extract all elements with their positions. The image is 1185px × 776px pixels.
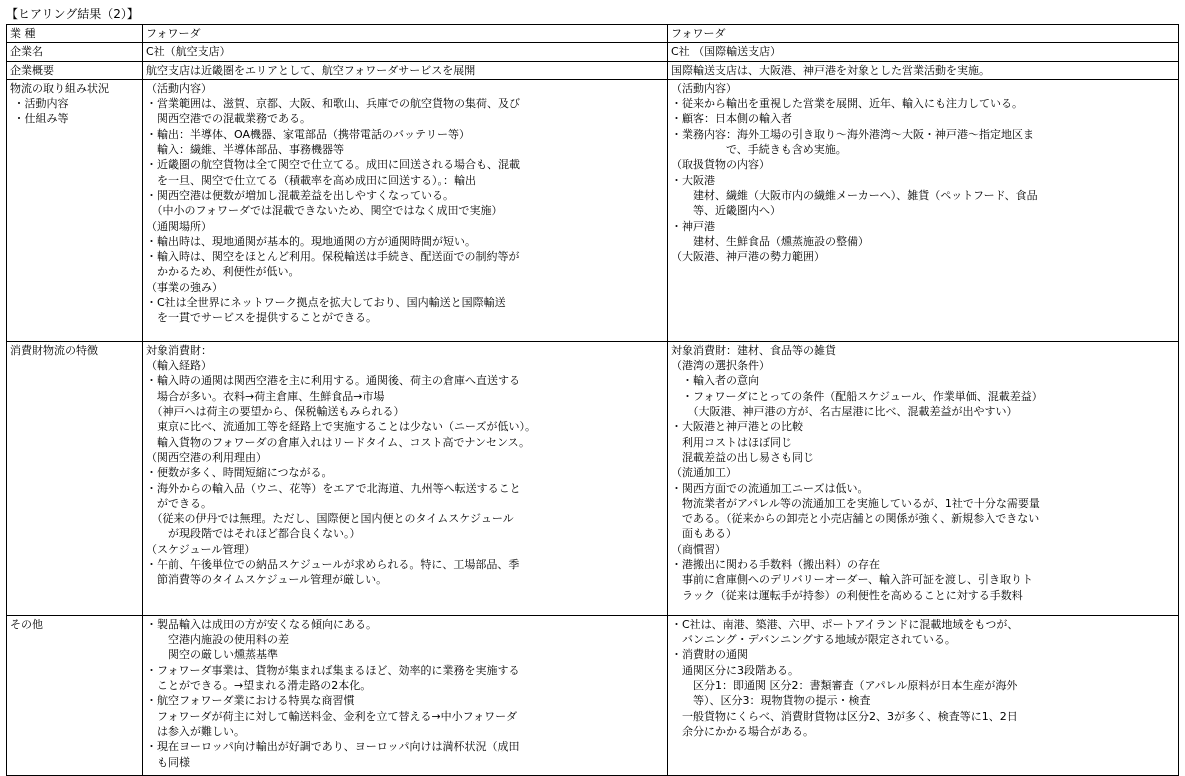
- cell-line: バンニング・デバンニングする地域が限定されている。: [671, 633, 956, 647]
- cell-line: （大阪港、神戸港の勢力範囲）: [671, 250, 825, 264]
- cell-line: （活動内容）: [146, 81, 212, 95]
- cell-line: （商慣習）: [671, 542, 726, 556]
- cell-line: ・現在ヨーロッパ向け輸出が好調であり、ヨーロッパ向けは満杯状況（成田: [146, 740, 520, 754]
- cell-line: 節消費等のタイムスケジュール管理が厳しい。: [146, 573, 388, 587]
- cell-line: 等、近畿圏内へ）: [671, 204, 781, 218]
- cell-line: （中小のフォワーダでは混載できないため、関空ではなく成田で実施）: [146, 204, 503, 218]
- cell-line: （取扱貨物の内容）: [671, 158, 770, 172]
- cell-line: （関西空港の利用理由）: [146, 450, 267, 464]
- row-label: [7, 615, 143, 775]
- table-row: [7, 341, 1179, 615]
- header-row: [7, 25, 1179, 43]
- cell-line: （通関場所）: [146, 219, 212, 233]
- cell-line: である。（従来からの卸売と小売店舗との関係が強く、新規参入できない: [671, 512, 1040, 526]
- cell-line: 物流業者がアパレル等の流通加工を実施しているが、1社で十分な需要量: [671, 496, 1040, 510]
- cell-line: 空港内施設の使用料の差: [146, 633, 289, 647]
- cell-line: ・関西方面での流通加工ニーズは低い。: [671, 481, 869, 495]
- cell-company-c-air: [143, 43, 668, 61]
- cell-line: ・消費財の通関: [671, 648, 748, 662]
- cell-line: 物流の取り組み状況: [10, 81, 109, 95]
- cell-line: C社 （国際輸送支店）: [671, 45, 782, 59]
- cell-line: フォワーダが荷主に対して輸送料金、金利を立て替える→中小フォワーダ: [146, 709, 518, 723]
- header-cell-company-c-intl: フォワーダ: [668, 25, 1179, 43]
- cell-line: ・C社は全世界にネットワーク拠点を拡大しており、国内輸送と国際輸送: [146, 296, 506, 310]
- cell-line: 面もある）: [671, 527, 737, 541]
- cell-line: 余分にかかる場合がある。: [671, 724, 814, 738]
- row-label: [7, 79, 143, 341]
- table-row: [7, 61, 1179, 79]
- cell-line: ・関西空港は便数が増加し混載差益を出しやすくなっている。: [146, 188, 454, 202]
- cell-line: ・輸入時は、関空をほとんど利用。保税輸送は手続き、配送面での制約等が: [146, 250, 520, 264]
- table-row: [7, 79, 1179, 341]
- cell-line: 一般貨物にくらべ、消費財貨物は区分2、3が多く、検査等に1、2日: [671, 709, 1018, 723]
- cell-line: ・午前、午後単位での納品スケジュールが求められる。特に、工場部品、季: [146, 558, 520, 572]
- cell-line: ラック（従来は運転手が持参）の利便性を高めることに対する手数料: [671, 588, 1023, 602]
- cell-line: 利用コストはほぼ同じ: [671, 435, 792, 449]
- cell-company-c-air: [143, 615, 668, 775]
- cell-line: 企業名: [10, 45, 43, 59]
- cell-line: ・従来から輸出を重視した営業を展開、近年、輸入にも注力している。: [671, 97, 1023, 111]
- cell-line: （輸入経路）: [146, 359, 212, 373]
- cell-line: 場合が多い。衣料→荷主倉庫、生鮮食品→市場: [146, 389, 385, 403]
- cell-line: 通関区分に3段階ある。: [671, 663, 799, 677]
- page-title: 【ヒアリング結果（2）】: [6, 7, 139, 21]
- cell-line: を一旦、関空で仕立てる（積載率を高め成田に回送する）。：輸出: [146, 173, 476, 187]
- cell-line: 東京に比べ、流通加工等を経路上で実施することは少ない（ニーズが低い）。: [146, 420, 536, 434]
- hearing-results-table: [6, 24, 1179, 776]
- cell-line: ・仕組み等: [10, 112, 69, 126]
- cell-line: を一貫でサービスを提供することができる。: [146, 311, 377, 325]
- cell-line: ・海外からの輸入品（ウニ、花等）をエアで北海道、九州等へ転送すること: [146, 481, 521, 495]
- cell-company-c-air: [143, 61, 668, 79]
- cell-company-c-intl: [668, 341, 1179, 615]
- cell-line: 事前に倉庫側へのデリバリーオーダー、輸入許可証を渡し、引き取りト: [671, 573, 1034, 587]
- cell-line: ・神戸港: [671, 219, 715, 233]
- cell-line: 対象消費財：建材、食品等の雑貨: [671, 343, 836, 357]
- cell-company-c-air: [143, 79, 668, 341]
- cell-company-c-intl: [668, 615, 1179, 775]
- cell-company-c-intl: [668, 79, 1179, 341]
- cell-line: 航空支店は近畿圏をエリアとして、航空フォワーダサービスを展開: [146, 63, 476, 77]
- cell-line: かかるため、利便性が低い。: [146, 265, 300, 279]
- table-row: [7, 615, 1179, 775]
- header-cell-industry: 業 種: [7, 25, 143, 43]
- cell-line: （従来の伊丹では無理。ただし、国際便と国内便とのタイムスケジュール: [146, 512, 514, 526]
- cell-line: （大阪港、神戸港の方が、名古屋港に比べ、混載差益が出やすい）: [671, 405, 1018, 419]
- cell-line: 混載差益の出し易さも同じ: [671, 450, 814, 464]
- cell-line: ・営業範囲は、滋賀、京都、大阪、和歌山、兵庫での航空貨物の集荷、及び: [146, 97, 520, 111]
- cell-company-c-intl: [668, 61, 1179, 79]
- cell-line: ・輸出：半導体、OA機器、家電部品（携帯電話のバッテリー等）: [146, 127, 470, 141]
- cell-line: ・輸出時は、現地通関が基本的。現地通関の方が通関時間が短い。: [146, 234, 476, 248]
- cell-line: ・C社は、南港、築港、六甲、ポートアイランドに混載地域をもつが、: [671, 617, 1019, 631]
- cell-line: ・輸入者の意向: [671, 374, 759, 388]
- cell-line: （神戸へは荷主の要望から、保税輸送もみられる）: [146, 405, 405, 419]
- cell-line: ・大阪港: [671, 173, 715, 187]
- cell-line: 関西空港での混載業務である。: [146, 112, 311, 126]
- header-cell-company-c-air: フォワーダ: [143, 25, 668, 43]
- cell-line: 企業概要: [10, 63, 54, 77]
- cell-line: 建材、生鮮食品（燻蒸施設の整備）: [671, 234, 869, 248]
- cell-line: 輸入：繊維、半導体部品、事務機器等: [146, 143, 344, 157]
- cell-line: ・顧客：日本側の輸入者: [671, 112, 792, 126]
- cell-line: （事業の強み）: [146, 280, 223, 294]
- cell-line: ・輸入時の通関は関西空港を主に利用する。通関後、荷主の倉庫へ直送する: [146, 374, 520, 388]
- cell-line: 関空の厳しい燻蒸基準: [146, 648, 278, 662]
- cell-line: は参入が難しい。: [146, 724, 245, 738]
- cell-line: ・フォワーダにとっての条件（配船スケジュール、作業単価、混載差益）: [671, 389, 1043, 403]
- cell-line: 建材、繊維（大阪市内の繊維メーカーへ）、雑貨（ペットフード、食品: [671, 188, 1038, 202]
- cell-line: （港湾の選択条件）: [671, 359, 770, 373]
- cell-line: ・業務内容：海外工場の引き取り～海外港湾～大阪・神戸港～指定地区ま: [671, 127, 1034, 141]
- cell-line: その他: [10, 617, 43, 631]
- cell-line: 対象消費財：: [146, 343, 212, 357]
- row-label: [7, 341, 143, 615]
- cell-company-c-intl: [668, 43, 1179, 61]
- cell-line: ・近畿圏の航空貨物は全て関空で仕立てる。成田に回送される場合も、混載: [146, 158, 520, 172]
- cell-line: で、手続きも含め実施。: [671, 143, 847, 157]
- cell-line: ・航空フォワーダ業における特異な商習慣: [146, 694, 355, 708]
- cell-company-c-air: [143, 341, 668, 615]
- cell-line: ができる。: [146, 496, 212, 510]
- cell-line: 国際輸送支店は、大阪港、神戸港を対象とした営業活動を実施。: [671, 63, 990, 77]
- cell-line: ・便数が多く、時間短縮につながる。: [146, 466, 333, 480]
- cell-line: ・フォワーダ事業は、貨物が集まれば集まるほど、効率的に業務を実施する: [146, 663, 520, 677]
- row-label: [7, 61, 143, 79]
- row-label: [7, 43, 143, 61]
- cell-line: が現段階ではそれほど都合良くない。）: [146, 527, 361, 541]
- cell-line: ・製品輸入は成田の方が安くなる傾向にある。: [146, 617, 377, 631]
- cell-line: も同様: [146, 755, 190, 769]
- cell-line: ことができる。→望まれる滑走路の2本化。: [146, 679, 372, 693]
- cell-line: ・港搬出に関わる手数料（搬出料）の存在: [671, 558, 880, 572]
- cell-line: 輸入貨物のフォワーダの倉庫入れはリードタイム、コスト高でナンセンス。: [146, 435, 531, 449]
- table-row: [7, 43, 1179, 61]
- cell-line: ・大阪港と神戸港との比較: [671, 420, 803, 434]
- cell-line: （スケジュール管理）: [146, 542, 256, 556]
- cell-line: （流通加工）: [671, 466, 737, 480]
- cell-line: 消費財物流の特徴: [10, 343, 98, 357]
- cell-line: C社（航空支店）: [146, 45, 231, 59]
- cell-line: （活動内容）: [671, 81, 737, 95]
- cell-line: 等）、区分3：現物貨物の提示・検査: [671, 694, 871, 708]
- cell-line: ・活動内容: [10, 97, 69, 111]
- cell-line: 区分1：即通関 区分2：書類審査（アパレル原料が日本生産が海外: [671, 679, 1018, 693]
